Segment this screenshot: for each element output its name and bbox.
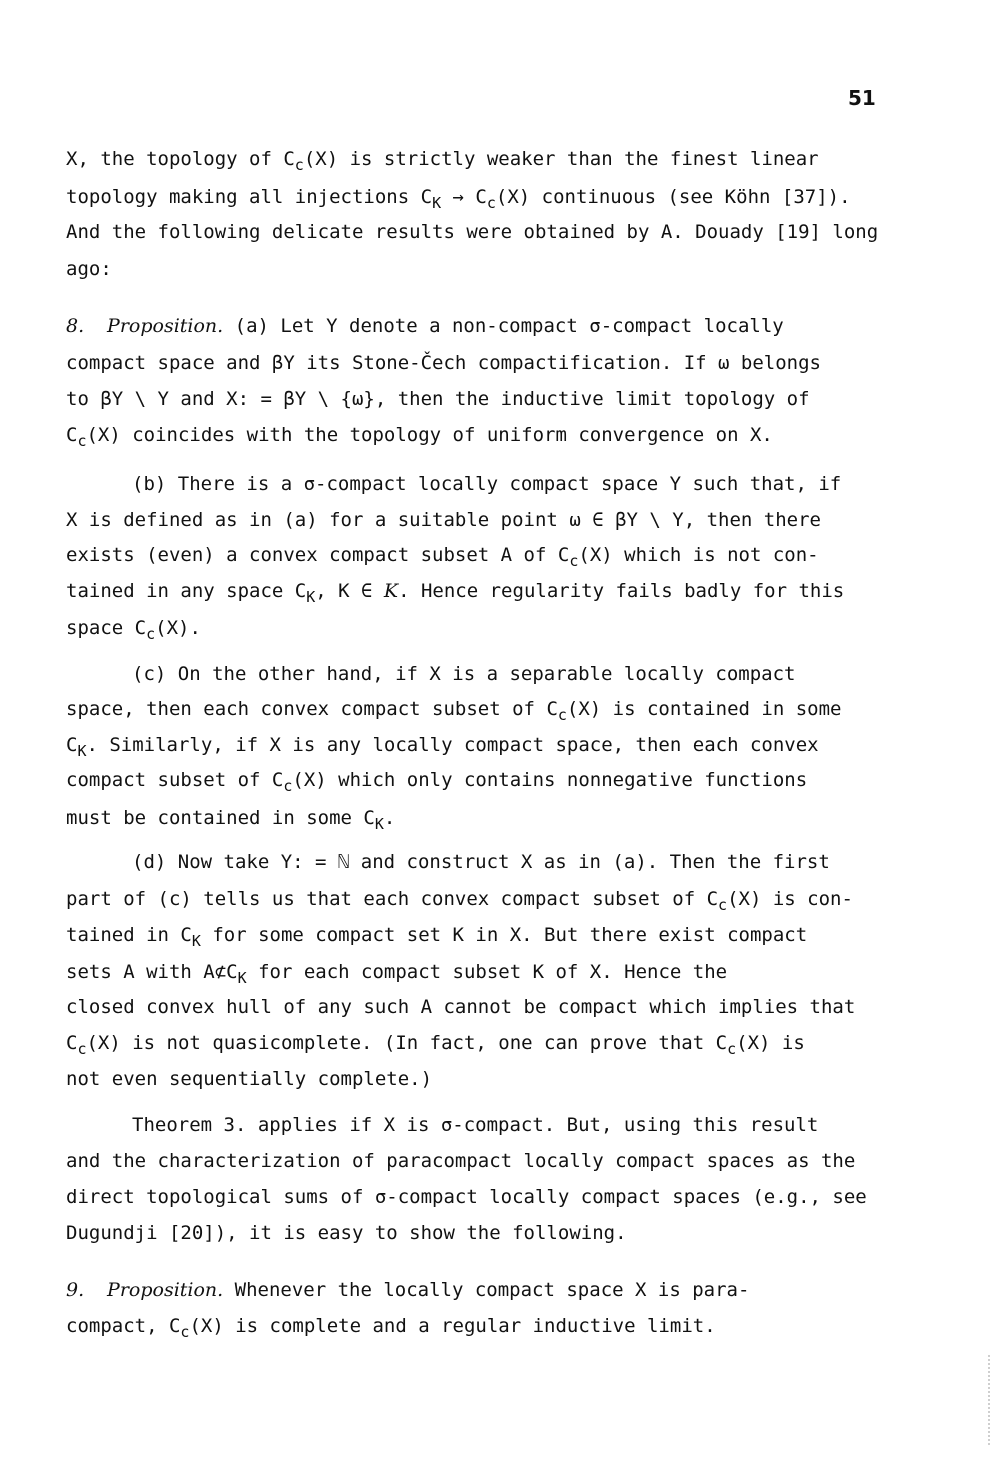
text-line: $C_c(X)$ is not quasicomplete. (In fact, one can prove that $C_c(X)$ is [66, 1032, 805, 1058]
text-line: (c) On the other hand, if X is a separable locally compact [132, 663, 796, 685]
text-line: Dugundji [20]), it is easy to show the following. [66, 1222, 627, 1244]
text-line: topology making all injections $C_K \to C_c(X)$ continuous (see Köhn [37]). [66, 186, 851, 212]
proposition-heading: Proposition. [107, 315, 224, 337]
text-line: and the characterization of paracompact locally compact spaces as the [66, 1150, 856, 1172]
text-line: must be contained in some $C_K$. [66, 807, 396, 833]
text-line: direct topological sums of σ-compact locally compact spaces (e.g., see [66, 1186, 867, 1208]
text-line: space, then each convex compact subset of $C_c(X)$ is contained in some [66, 698, 842, 724]
text-line: tained in any space $C_K$, K ∈ K. Hence regularity fails badly for this [66, 580, 845, 606]
text-line: $C_K$. Similarly, if X is any locally compact space, then each convex [66, 734, 819, 760]
text-line: to βY \ Y and X: = βY \ {ω}, then the inductive limit topology of [66, 388, 810, 410]
text-line: space $C_c(X)$. [66, 617, 201, 643]
text-line: (d) Now take Y: = ℕ and construct X as in (a). Then the first [132, 851, 830, 873]
proposition-heading: Proposition. [107, 1279, 224, 1301]
proposition-number: 8. [66, 315, 85, 337]
text-line: And the following delicate results were obtained by A. Douady [19] long [66, 221, 879, 243]
text-line: Theorem 3. applies if X is σ-compact. But, using this result [132, 1114, 819, 1136]
text-line: 8. Proposition. (a) Let Y denote a non-compact σ-compact locally [66, 315, 784, 337]
text-line: not even sequentially complete.) [66, 1068, 433, 1090]
scan-artifact [988, 1355, 992, 1445]
text-line: tained in $C_K$ for some compact set K in X. But there exist compact [66, 924, 808, 950]
text-line: exists (even) a convex compact subset A of $C_c(X)$ which is not con- [66, 544, 819, 570]
text-line: compact subset of $C_c(X)$ which only contains nonnegative functions [66, 769, 808, 795]
proposition-number: 9. [66, 1279, 85, 1301]
text-line: part of (c) tells us that each convex compact subset of $C_c(X)$ is con- [66, 888, 853, 914]
page-number: 51 [848, 86, 876, 110]
text-line: ago: [66, 258, 112, 280]
text-line: X is defined as in (a) for a suitable point ω ∈ βY \ Y, then there [66, 509, 821, 531]
text-line: sets A with $A⊄C_K$ for each compact subset K of X. Hence the [66, 961, 728, 987]
text-line: closed convex hull of any such A cannot be compact which implies that [66, 996, 856, 1018]
text-line: 9. Proposition. Whenever the locally compact space X is para- [66, 1279, 750, 1301]
text-line: compact, $C_c(X)$ is complete and a regular inductive limit. [66, 1315, 716, 1341]
text-line: X, the topology of $C_c(X)$ is strictly weaker than the finest linear [66, 148, 819, 174]
text-line: compact space and βY its Stone-Čech compactification. If ω belongs [66, 352, 821, 374]
text-line: (b) There is a σ-compact locally compact space Y such that, if [132, 473, 842, 495]
text-line: $C_c(X)$ coincides with the topology of uniform convergence on X. [66, 424, 773, 450]
